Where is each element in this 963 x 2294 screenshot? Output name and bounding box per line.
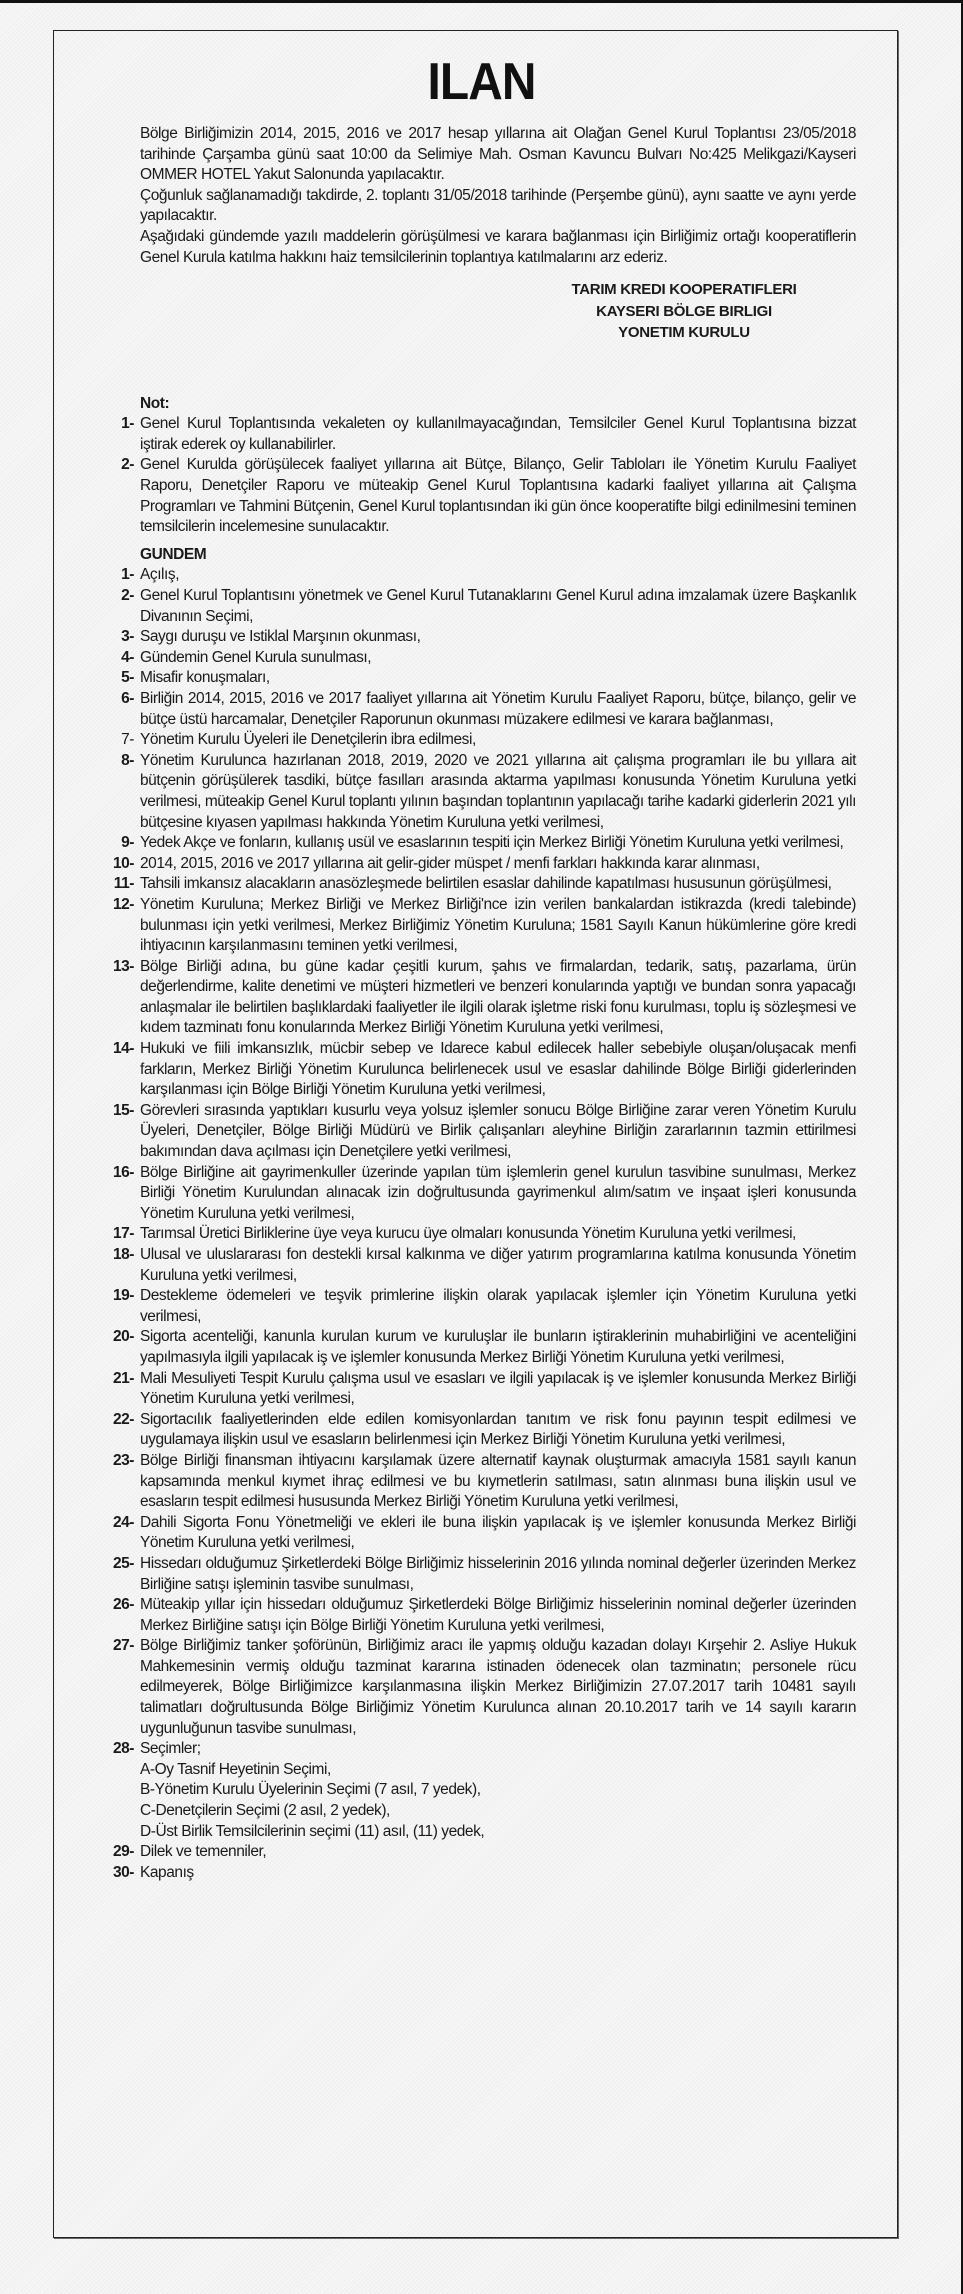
agenda-item — [112, 1224, 856, 1245]
item-text: Açılış, — [140, 566, 180, 584]
agenda-heading: GUNDEM — [140, 545, 207, 563]
item-text: Sigorta acenteliği, kanunla kurulan kurum ve kuruluşlar ile bunların iştiraklerinin muhabirliğini ve acenteliğini yapılmasıyla ilgili yapılacak iş ve işlemler konusunda Merkez Birliği Yönetim Kuruluna yetki verilmesi, — [140, 1328, 856, 1366]
item-text: Kapanış — [140, 1863, 194, 1881]
item-text: Bölge Birliği finansman ihtiyacını karşılamak üzere alternatif kaynak oluşturmak amacıyla 1581 sayılı kanun kapsamında menkul kıymet ihraç edilmesi ve bu kıymetlerin satılması, satın alınması buna ilişkin usul ve esasların tespit edilmesi hususunda Merkez Birliği Yönetim Kuruluna yetki verilmesi, — [140, 1451, 856, 1511]
item-text: Destekleme ödemeleri ve teşvik primlerine ilişkin olarak yapılacak işlemler için Yönetim Kuruluna yetki verilmesi, — [140, 1287, 856, 1325]
announcement-body — [112, 124, 856, 1883]
sub-item: D-Üst Birlik Temsilcilerinin seçimi (11) asıl, (11) yedek, — [140, 1822, 485, 1840]
agenda-item — [112, 1451, 856, 1513]
agenda-item — [121, 730, 856, 751]
agenda-list — [112, 565, 856, 1883]
agenda-item — [112, 1554, 856, 1595]
item-text: Dahili Sigorta Fonu Yönetmeliği ve ekleri ile buna ilişkin yapılacak iş ve işlemler konusunda Merkez Birliği Yönetim Kuruluna yetki verilmesi, — [140, 1513, 856, 1552]
item-text: Misafir konuşmaları, — [140, 669, 270, 687]
item-text: Hukuki ve fiili imkansızlık, mücbir sebep ve Idarece kabul edilecek haller sebebiyle oluşan/oluşacak menfi farkların, Merkez Birliği Yönetim Kurulunca belirlenecek usul ve esaslar dahilinde Bölge Birliği giderlerinden karşılanması için Bölge Birliği Yönetim Kuruluna yetki verilmesi, — [140, 1040, 856, 1099]
item-number: 22- — [112, 1410, 134, 1428]
item-number: 14- — [112, 1040, 134, 1058]
item-number: 25- — [112, 1554, 134, 1572]
item-number: 15- — [112, 1101, 134, 1119]
item-text: Gündemin Genel Kurula sunulması, — [140, 648, 372, 666]
item-text: Tarımsal Üretici Birliklerine üye veya kurucu üye olmaları konusunda Yönetim Kuruluna yetki verilmesi, — [140, 1225, 796, 1243]
item-number: 21- — [112, 1369, 134, 1387]
item-text: Bölge Birliği adına, bu güne kadar çeşitli kurum, şahıs ve firmalardan, tedarik, satış, pazarlama, ürün değerlendirme, kalite denetimi ve müşteri hizmetleri ve benzeri konularında yaptığı ve bundan sonra yapacağı anlaşmalar ile belirtilen başlıklardaki faaliyetler ile ilgili olarak işletme riski fonu kurulması, toplu iş sözleşmesi ve kıdem tazminatı fonu konularında Merkez Birliği Yönetim Kuruluna yetki verilmesi, — [140, 957, 856, 1037]
agenda-item — [121, 565, 856, 586]
item-text: Mali Mesuliyeti Tespit Kurulu çalışma usul ve esasları ve ilgili yapılacak iş ve işlemler konusunda Merkez Birliği Yönetim Kuruluna yetki verilmesi, — [140, 1369, 856, 1408]
agenda-item — [112, 1327, 856, 1368]
agenda-item — [121, 689, 856, 730]
item-text: Genel Kurul Toplantısında vekaleten oy kullanılmayacağından, Temsilciler Genel Kurul Toplantısına bizzat iştirak ederek oy kullanabilirler. — [140, 415, 856, 453]
announcement-title: ILAN — [427, 53, 536, 111]
agenda-item — [112, 1286, 856, 1327]
agenda-item — [121, 586, 856, 627]
agenda-item — [112, 1245, 856, 1286]
item-text: Tahsili imkansız alacakların anasözleşmede belirtilen esaslar dahilinde kapatılması hususunun görüşülmesi, — [140, 875, 832, 893]
item-text: Yönetim Kurulunca hazırlanan 2018, 2019, 2020 ve 2021 yıllarına ait çalışma programları ile bu yıllara ait bütçenin görüşülerek tasdiki, bütçe fasılları arasında aktarma yapılması konusunda Yönetim Kuruluna yetki verilmesi, müteakip Genel Kurul toplantı yılının başından toplantının yapılacağı tarihe kadarki giderlerin 2021 yılı bütçesine kıyasen yapılması hakkında Yönetim Kuruluna yetki verilmesi, — [140, 751, 856, 831]
agenda-item — [112, 1039, 856, 1101]
item-number: 12- — [112, 895, 134, 913]
item-text: Bölge Birliğine ait gayrimenkuller üzerinde yapılan tüm işlemlerin genel kurulun tasvibine sunulması, Merkez Birliği Yönetim Kurulundan alınacak izin doğrultusunda gayrimenkul alım/satım ve inşaat işleri konusunda Yönetim Kuruluna yetki verilmesi, — [140, 1163, 856, 1222]
item-number: 13- — [112, 957, 134, 975]
item-number: 27- — [112, 1637, 134, 1655]
signature-block — [140, 279, 856, 344]
item-number: 30- — [112, 1863, 134, 1881]
item-number: 1- — [121, 415, 134, 433]
item-number: 20- — [112, 1328, 134, 1346]
agenda-item — [121, 751, 856, 833]
item-number: 24- — [112, 1513, 134, 1531]
agenda-item — [112, 1595, 856, 1636]
item-number: 1- — [121, 566, 134, 584]
item-text: Yönetim Kurulu Üyeleri ile Denetçilerin ibra edilmesi, — [140, 731, 476, 749]
intro-paragraph: Bölge Birliğimizin 2014, 2015, 2016 ve 2017 hesap yıllarına ait Olağan Genel Kurul Toplantısı 23/05/2018 tarihinde Çarşamba günü saat 10:00 da Selimiye Mah. Osman Kavuncu Bulvarı No:425 Melikgazi/Kayseri OMMER HOTEL Yakut Salonunda yapılacaktır. — [140, 125, 856, 184]
item-text: 2014, 2015, 2016 ve 2017 yıllarına ait gelir-gider müspet / menfi farkları hakkında karar alınması, — [140, 854, 760, 872]
agenda-item — [112, 1863, 856, 1884]
item-number: 6- — [121, 689, 134, 707]
top-edge-bar — [0, 0, 963, 3]
item-text: Bölge Birliğimiz tanker şoförünün, Birliğimiz aracı ile yapmış olduğu kazadan dolayı Kırşehir 2. Asliye Hukuk Mahkemesinin vermiş olduğu tazminat kararına istinaden ödenecek olan tazminatın; personele rücu edilmeyerek, Bölge Birliğimizce karşılanmasına ilişkin Merkez Birliğimizin 27.07.2017 tarih 10481 sayılı talimatları doğrultusunda Bölge Birliğimiz Yönetim Kurulunca alınan 20.10.2017 tarih ve 14 sayılı kararın uygunluğunun tasvibe sunulması, — [140, 1637, 856, 1737]
intro-paragraph: Aşağıdaki gündemde yazılı maddelerin görüşülmesi ve karara bağlanması için Birliğimiz ortağı kooperatiflerin Genel Kurula katılma hakkını haiz temsilcilerinin toplantıya katılmalarını arz ederiz. — [140, 227, 856, 266]
item-number: 3- — [121, 628, 134, 646]
item-number: 11- — [113, 875, 134, 893]
item-text: Yedek Akçe ve fonların, kullanış usül ve esaslarının tespiti için Merkez Birliği Yönetim Kuruluna yetki verilmesi, — [140, 834, 844, 852]
sub-item: A-Oy Tasnif Heyetinin Seçimi, — [140, 1760, 331, 1778]
item-text: Ulusal ve uluslararası fon destekli kırsal kalkınma ve diğer yatırım programlarına katılma konusunda Yönetim Kuruluna yetki verilmesi, — [140, 1246, 856, 1284]
agenda-item — [112, 895, 856, 957]
item-number: 7- — [121, 731, 134, 749]
sub-item: B-Yönetim Kurulu Üyelerinin Seçimi (7 asıl, 7 yedek), — [140, 1781, 481, 1799]
note-item — [121, 455, 856, 537]
item-number: 26- — [112, 1596, 134, 1614]
item-number: 2- — [121, 587, 134, 604]
item-number: 23- — [112, 1451, 134, 1469]
item-number: 18- — [112, 1246, 134, 1263]
item-text: Genel Kurul Toplantısını yönetmek ve Genel Kurul Tutanaklarını Genel Kurul adına imzalamak üzere Başkanlık Divanının Seçimi, — [140, 587, 856, 625]
item-number: 8- — [121, 751, 134, 769]
signature-line: TARIM KREDI KOOPERATIFLERI — [571, 281, 797, 299]
agenda-item — [113, 874, 856, 895]
item-number: 17- — [112, 1225, 134, 1243]
item-text: Seçimler; — [140, 1740, 201, 1758]
agenda-item — [121, 833, 856, 854]
signature-line: YONETIM KURULU — [618, 324, 750, 342]
agenda-item — [112, 1636, 856, 1739]
agenda-item — [121, 627, 856, 648]
intro-paragraph: Çoğunluk sağlanamadığı takdirde, 2. toplantı 31/05/2018 tarihinde (Perşembe günü), aynı saatte ve aynı yerde yapılacaktır. — [140, 186, 856, 225]
agenda-item — [112, 854, 856, 875]
item-text: Görevleri sırasında yaptıkları kusurlu veya yolsuz işlemler sonucu Bölge Birliğine zarar veren Yönetim Kurulu Üyeleri, Denetçiler, Bölge Birliği Müdürü ve Birlik çalışanları aleyhine Birliğin zararlarının tazmin ettirilmesi bakımından dava açılması için Denetçilere yetki verilmesi, — [140, 1101, 856, 1161]
item-text: Saygı duruşu ve Istiklal Marşının okunması, — [140, 628, 421, 646]
item-number: 4- — [121, 648, 134, 666]
agenda-item — [112, 1369, 856, 1410]
item-number: 10- — [112, 854, 134, 872]
agenda-item — [112, 1410, 856, 1451]
item-number: 19- — [112, 1287, 134, 1305]
item-number: 2- — [121, 456, 134, 474]
item-number: 5- — [121, 669, 134, 687]
notes-heading: Not: — [140, 394, 170, 412]
item-text: Hissedarı olduğumuz Şirketlerdeki Bölge Birliğimiz hisselerinin 2016 yılında nominal değerler üzerinden Merkez Birliğine satışı işleminin tasvibe sunulması, — [140, 1554, 856, 1593]
agenda-item — [112, 1739, 856, 1842]
agenda-item — [112, 1842, 856, 1863]
note-item — [121, 414, 856, 455]
agenda-item — [121, 668, 856, 689]
item-text: Birliğin 2014, 2015, 2016 ve 2017 faaliyet yıllarına ait Yönetim Kurulu Faaliyet Raporu, bütçe, bilanço, gelir ve bütçe üstü harcamalar, Denetçiler Raporunun okunması müzakere edilmesi ve karara bağlanması, — [140, 689, 856, 728]
item-text: Sigortacılık faaliyetlerinden elde edilen komisyonlardan tanıtım ve risk fonu payının tespit edilmesi ve uygulamaya ilişkin usul ve esasların belirlenmesi için Merkez Birliği Yönetim Kuruluna yetki verilmesi, — [140, 1410, 856, 1449]
agenda-item — [121, 648, 856, 669]
agenda-item — [112, 1101, 856, 1163]
item-number: 16- — [112, 1163, 134, 1181]
item-text: Yönetim Kuruluna; Merkez Birliği ve Merkez Birliği'nce izin verilen bankalardan istikrazda (kredi talebinde) bulunması için yetki verilmesi, Merkez Birliğimiz Yönetim Kuruluna; 1581 Sayılı Kanun hükümlerine göre kredi ihtiyacının karşılanmasını teminen yetki verilmesi, — [140, 895, 856, 955]
item-number: 29- — [112, 1843, 134, 1861]
item-text: Genel Kurulda görüşülecek faaliyet yıllarına ait Bütçe, Bilanço, Gelir Tabloları ile Yönetim Kurulu Faaliyet Raporu, Denetçiler Raporu ve müteakip Genel Kurul Toplantısına kadarki faaliyet yıllarına ait Çalışma Programları ve Tahmini Bütçenin, Genel Kurul toplantısından iki gün önce kooperatifte bilgi edinilmesini teminen temsilcilerin incelemesine sunulacaktır. — [140, 456, 856, 536]
item-number: 28- — [112, 1740, 134, 1758]
sub-item: C-Denetçilerin Seçimi (2 asıl, 2 yedek), — [140, 1802, 390, 1820]
item-number: 9- — [121, 834, 134, 852]
item-text: Dilek ve temenniler, — [140, 1843, 267, 1861]
item-text: Müteakip yıllar için hissedarı olduğumuz Şirketlerdeki Bölge Birliğimiz hisselerinin nominal değerler üzerinden Merkez Birliğine satışı için Bölge Birliği Yönetim Kuruluna yetki verilmesi, — [140, 1596, 856, 1634]
notes-list — [121, 414, 856, 538]
agenda-item — [112, 1163, 856, 1225]
agenda-item — [112, 1513, 856, 1554]
agenda-item — [112, 957, 856, 1039]
signature-line: KAYSERI BÖLGE BIRLIGI — [596, 302, 772, 320]
